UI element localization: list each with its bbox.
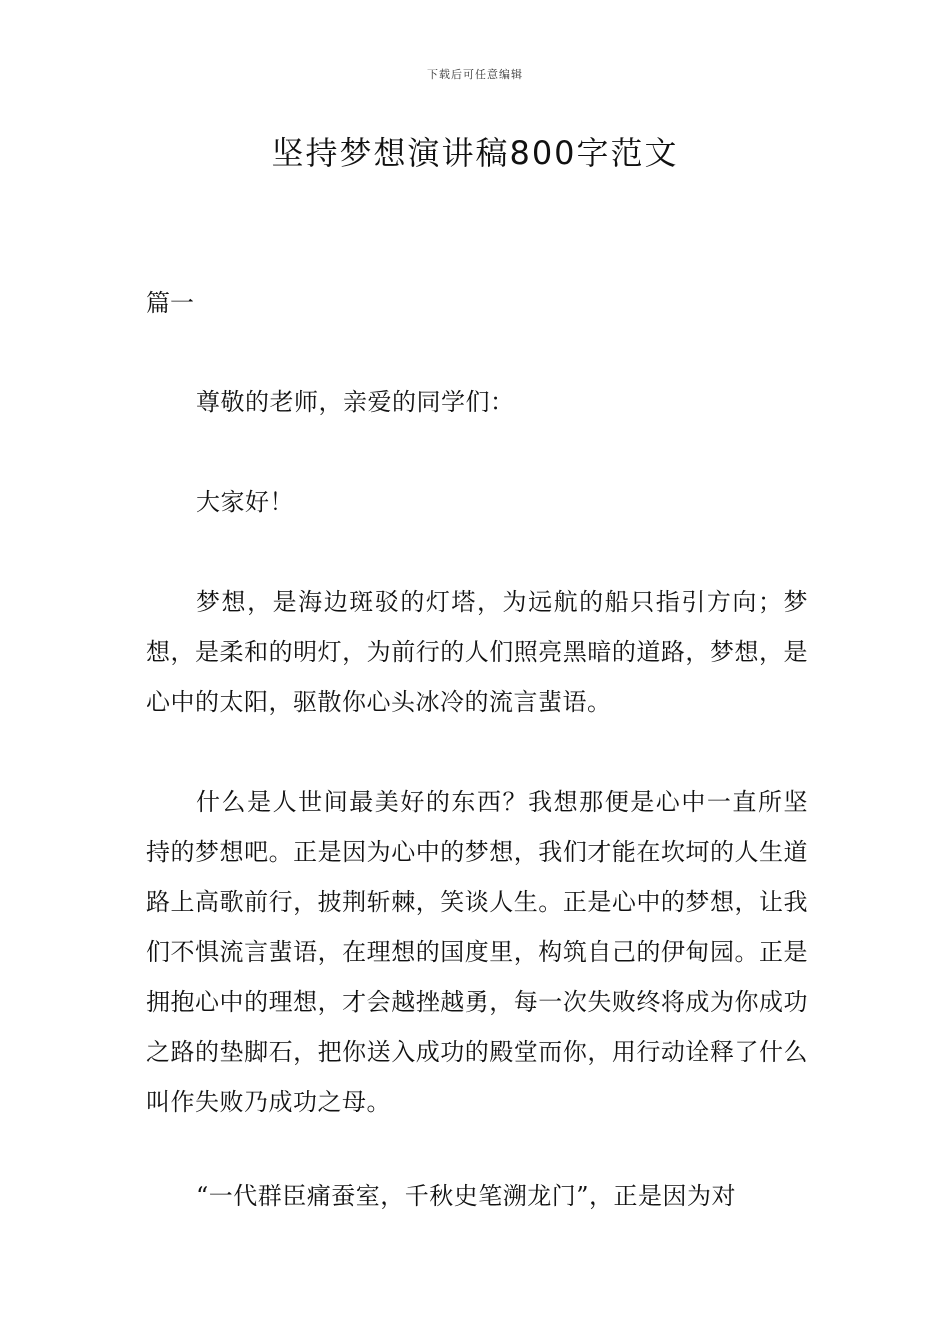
- paragraph-hello: 大家好！: [196, 488, 294, 516]
- paragraph-greeting: 尊敬的老师，亲爱的同学们：: [196, 388, 515, 416]
- paragraph-dream: 梦想，是海边斑驳的灯塔，为远航的船只指引方向；梦想，是柔和的明灯，为前行的人们照亮黑暗的道路，梦想，是心中的太阳，驱散你心头冰冷的流言蜚语。: [146, 588, 808, 716]
- header-note: 下载后可任意编辑: [427, 68, 523, 81]
- paragraph-quote: “一代群臣痛蚕室，千秋史笔溯龙门”，正是因为对: [196, 1182, 737, 1210]
- paragraph-what: 什么是人世间最美好的东西？我想那便是心中一直所坚持的梦想吧。正是因为心中的梦想，我们才能在坎坷的人生道路上高歌前行，披荆斩棘，笑谈人生。正是心中的梦想，让我们不惧流言蜚语，在理想的国度里，构筑自己的伊甸园。正是拥抱心中的理想，才会越挫越勇，每一次失败终将成为你成功之路的垫脚石，把你送入成功的殿堂而你，用行动诠释了什么叫作失败乃成功之母。: [146, 788, 808, 1116]
- section-label: 篇一: [146, 289, 194, 317]
- page-title: 坚持梦想演讲稿800字范文: [271, 134, 679, 172]
